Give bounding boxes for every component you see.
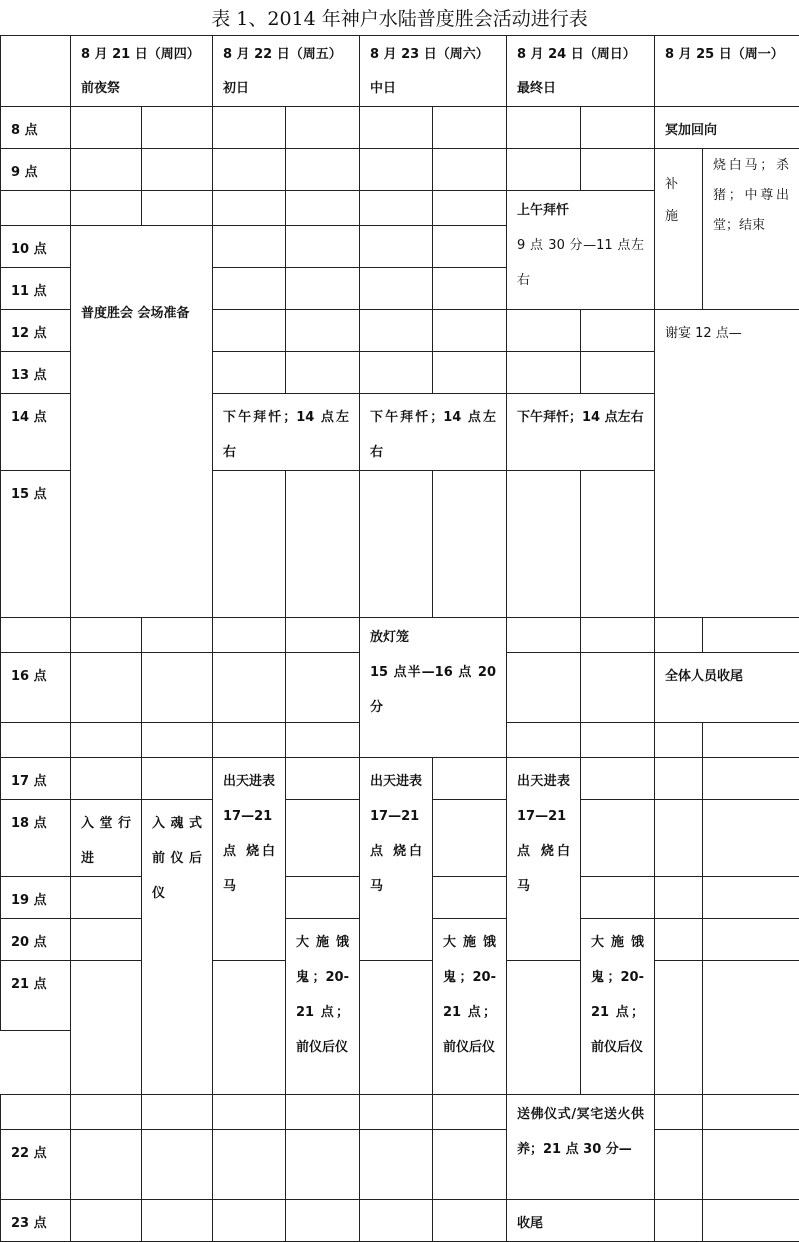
empty-cell [581,653,655,723]
hour-label: 8 点 [1,107,71,149]
empty-cell [286,107,360,149]
empty-cell [433,268,507,310]
empty-cell [71,1200,142,1242]
empty-cell [433,800,507,877]
empty-cell [71,191,142,226]
table-title: 表 1、2014 年神户水陆普度胜会活动进行表 [0,4,799,31]
empty-cell [703,1130,799,1200]
hour-label: 22 点 [1,1130,71,1200]
event-fangdenglong: 放灯笼 15 点半—16 点 20 分 [360,618,507,758]
empty-cell [581,800,655,877]
empty-cell [213,961,286,1095]
empty-cell [433,758,507,800]
empty-cell [286,1200,360,1242]
hour-label: 20 点 [1,919,71,961]
event-shouwei: 收尾 [507,1200,655,1242]
empty-cell [360,961,433,1095]
event-xiawu-24: 下午拜忏；14 点左右 [507,394,655,471]
event-bushi: 补施 [655,149,703,310]
empty-cell [142,1130,213,1200]
empty-cell [703,877,799,919]
empty-cell [142,1200,213,1242]
empty-cell [655,723,703,758]
empty-cell [71,618,142,653]
event-dashi-23: 大施饿鬼；20-21 点；前仪后仪 [433,919,507,1095]
empty-cell [703,758,799,800]
empty-cell [71,877,142,919]
hour-label: 13 点 [1,352,71,394]
empty-cell [142,1095,213,1130]
empty-cell [142,191,213,226]
empty-cell [286,1130,360,1200]
empty-cell [433,1200,507,1242]
empty-cell [213,226,286,268]
empty-cell [213,471,286,618]
empty-cell [71,919,142,961]
empty-cell [655,758,703,800]
empty-cell [286,471,360,618]
empty-cell [1,723,71,758]
hour-label: 12 点 [1,310,71,352]
event-chutian-23: 出天进表 17—21 点 烧白马 [360,758,433,961]
empty-cell [213,723,286,758]
empty-cell [581,723,655,758]
empty-cell [142,618,213,653]
empty-cell [655,618,703,653]
day-header-22: 8 月 22 日（周五） 初日 [213,36,360,107]
empty-cell [581,758,655,800]
event-pudu-venue: 普度胜会 会场准备 [71,226,213,618]
empty-cell [71,653,142,723]
empty-cell [433,1130,507,1200]
event-dashi-22: 大施饿鬼；20-21 点；前仪后仪 [286,919,360,1095]
empty-cell [286,149,360,191]
event-ruhun: 入魂式前仪后仪 [142,800,213,1095]
empty-cell [286,877,360,919]
empty-cell [286,268,360,310]
empty-cell [286,758,360,800]
empty-cell [360,191,433,226]
hour-label: 18 点 [1,800,71,877]
event-dashi-24: 大施饿鬼；20-21 点；前仪后仪 [581,919,655,1095]
empty-cell [142,149,213,191]
empty-cell [1,191,71,226]
empty-cell [655,1130,703,1200]
empty-cell [286,352,360,394]
empty-cell [433,107,507,149]
empty-cell [213,191,286,226]
empty-cell [360,1095,433,1130]
empty-cell [433,149,507,191]
hour-label: 16 点 [1,653,71,723]
event-chutian-22: 出天进表 17—21 点 烧白马 [213,758,286,961]
empty-cell [286,191,360,226]
empty-cell [360,1200,433,1242]
empty-cell [360,107,433,149]
empty-cell [360,310,433,352]
empty-cell [581,107,655,149]
empty-cell [213,352,286,394]
empty-cell [286,618,360,653]
empty-cell [507,310,581,352]
empty-cell [71,107,142,149]
empty-cell [581,310,655,352]
empty-cell [655,961,703,1095]
empty-cell [213,310,286,352]
empty-cell [433,191,507,226]
empty-cell [507,961,581,1095]
empty-cell [507,107,581,149]
hour-label: 11 点 [1,268,71,310]
empty-cell [655,877,703,919]
empty-cell [703,1095,799,1130]
empty-cell [507,471,581,618]
event-shaobaima-25: 烧白马；杀猪；中尊出堂；结束 [703,149,799,310]
hour-label: 19 点 [1,877,71,919]
empty-cell [433,1095,507,1130]
empty-cell [71,723,142,758]
hour-label: 23 点 [1,1200,71,1242]
empty-cell [360,268,433,310]
empty-cell [360,226,433,268]
empty-cell [213,149,286,191]
empty-cell [655,800,703,877]
hour-label: 17 点 [1,758,71,800]
empty-cell [703,800,799,877]
empty-cell [142,758,213,800]
hour-label: 10 点 [1,226,71,268]
empty-cell [286,310,360,352]
empty-cell [655,919,703,961]
empty-cell [581,149,655,191]
empty-cell [433,352,507,394]
empty-cell [286,653,360,723]
empty-cell [71,1130,142,1200]
empty-cell [213,618,286,653]
hour-label: 21 点 [1,961,71,1031]
event-xieyan-start: 谢宴 12 点— [655,310,799,618]
empty-cell [213,1130,286,1200]
hour-label: 15 点 [1,471,71,618]
empty-cell [71,1095,142,1130]
event-xiawu-23: 下午拜忏；14 点左右 [360,394,507,471]
empty-cell [213,107,286,149]
empty-cell [1,1095,71,1130]
empty-cell [213,1095,286,1130]
day-header-23: 8 月 23 日（周六） 中日 [360,36,507,107]
empty-cell [286,723,360,758]
empty-cell [703,723,799,758]
event-songfo: 送佛仪式/冥宅送火供养；21 点 30 分— [507,1095,655,1200]
empty-cell [703,919,799,961]
empty-cell [360,1130,433,1200]
empty-cell [286,226,360,268]
empty-cell [703,1200,799,1242]
empty-cell [703,961,799,1095]
hour-label: 9 点 [1,149,71,191]
event-mingjia: 冥加回向 [655,107,799,149]
hour-label: 14 点 [1,394,71,471]
empty-cell [655,1095,703,1130]
empty-cell [581,471,655,618]
empty-cell [142,653,213,723]
empty-cell [433,471,507,618]
empty-cell [360,352,433,394]
empty-cell [507,653,581,723]
empty-cell [655,1200,703,1242]
schedule-table [0,35,799,1242]
empty-cell [433,877,507,919]
empty-cell [507,149,581,191]
event-rutang: 入堂行进 [71,800,142,877]
day-header-21: 8 月 21 日（周四） 前夜祭 [71,36,213,107]
empty-cell [360,149,433,191]
event-xiawu-22: 下午拜忏；14 点左右 [213,394,360,471]
event-chutian-24: 出天进表 17—21 点 烧白马 [507,758,581,961]
empty-cell [360,471,433,618]
day-header-24: 8 月 24 日（周日） 最终日 [507,36,655,107]
empty-cell [433,226,507,268]
empty-cell [142,723,213,758]
empty-cell [507,618,581,653]
empty-cell [507,352,581,394]
empty-cell [213,1200,286,1242]
empty-cell [142,107,213,149]
empty-cell [581,877,655,919]
empty-cell [433,310,507,352]
empty-cell [581,618,655,653]
empty-cell [213,268,286,310]
day-header-25: 8 月 25 日（周一） [655,36,799,107]
corner-cell [1,36,71,107]
empty-cell [286,1095,360,1130]
event-shangwu-baichan: 上午拜忏 9 点 30 分—11 点左右 [507,191,655,310]
empty-cell [703,618,799,653]
empty-cell [71,961,142,1095]
event-quanti: 全体人员收尾 [655,653,799,723]
empty-cell [507,723,581,758]
empty-cell [213,653,286,723]
empty-cell [71,758,142,800]
empty-cell [581,352,655,394]
empty-cell [71,149,142,191]
empty-cell [1,618,71,653]
empty-cell [286,800,360,877]
